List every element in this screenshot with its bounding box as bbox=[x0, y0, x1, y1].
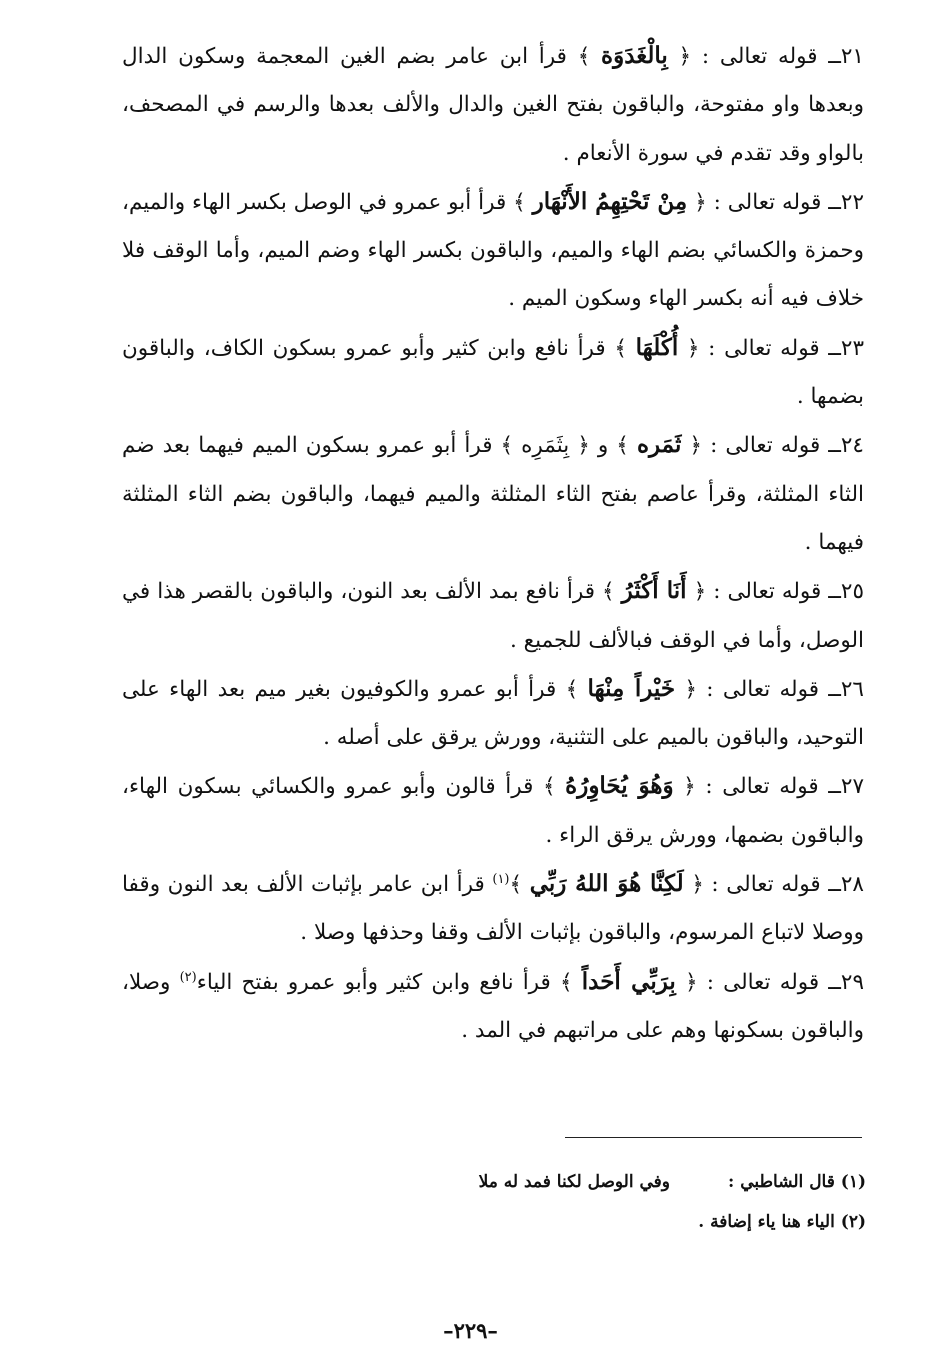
entry-text: قرأ ابن عامر بإثبات الألف بعد النون وقفا ووصلا لاتباع المرسوم، والباقون بإثبات الألف وقفا وحذفها وصلا . bbox=[122, 872, 864, 946]
entry-number: ٢٩ bbox=[840, 969, 865, 995]
entry-28 bbox=[122, 860, 864, 958]
ornate-bracket-close-icon: ﴾ bbox=[559, 969, 582, 995]
footnote-reference[interactable]: (٢) bbox=[179, 969, 197, 985]
ornate-bracket-open-icon: ﴿ bbox=[687, 189, 707, 215]
entry-text: قرأ أبو عمرو والكوفيون بغير ميم بعد الهاء على التوحيد، والباقون بالميم على التثنية، وورش يرقق على أصله . bbox=[122, 676, 864, 751]
entry-number: ٢٦ bbox=[840, 676, 864, 702]
entry-number: ٢٤ bbox=[840, 433, 864, 459]
quran-word: ثَمَره bbox=[636, 431, 682, 459]
ornate-bracket-close-icon: ﴾ bbox=[509, 872, 530, 898]
ornate-bracket-close-icon: ﴾ bbox=[602, 579, 622, 605]
entry-text: قرأ نافع بمد الألف بعد النون، والباقون بالقصر هذا في الوصل، وأما في الوقف فبالألف للجميع . bbox=[122, 579, 864, 653]
entry-22 bbox=[122, 178, 864, 324]
page-number: –٢٢٩– bbox=[443, 1318, 498, 1343]
entry-27 bbox=[122, 762, 864, 860]
footnote-reference[interactable]: (١) bbox=[492, 871, 510, 887]
ornate-bracket-close-icon: ﴾ bbox=[513, 189, 533, 215]
quran-word: وَهُوَ يُحَاوِرُهُ bbox=[565, 772, 674, 800]
quran-word: لَكِنَّا هُوَ اللهُ رَبِّي bbox=[529, 870, 684, 898]
entry-number: ٢٨ bbox=[840, 872, 864, 898]
entry-text: قرأ قالون وأبو عمرو والكسائي بسكون الهاء، والباقون بضمها، وورش يرقق الراء . bbox=[122, 774, 864, 848]
ornate-bracket-close-icon: ﴾ bbox=[542, 774, 566, 800]
ornate-bracket-close-icon: ﴾ bbox=[577, 44, 602, 69]
quran-word: بِالْغَدَوَة bbox=[601, 42, 668, 69]
entry-21 bbox=[122, 32, 864, 178]
footnote-label: (٢) الياء هنا ياء إضافة . bbox=[698, 1212, 866, 1232]
footnotes bbox=[400, 1162, 866, 1242]
entry-intro: ــ قوله تعالى : bbox=[703, 872, 841, 898]
footnote-label: (١) قال الشاطبي : bbox=[728, 1172, 866, 1192]
entry-intro: ــ قوله تعالى : bbox=[699, 335, 841, 361]
ornate-bracket-open-icon: ﴿ bbox=[675, 969, 698, 995]
main-text bbox=[122, 32, 864, 1055]
entry-text-continued: وصلا، والباقون بسكونها وهم على مراتبهم في المد . bbox=[122, 969, 864, 1043]
footnote-divider bbox=[565, 1137, 862, 1138]
ornate-bracket-open-icon: ﴿ bbox=[667, 44, 692, 69]
entry-number: ٢٣ bbox=[840, 335, 864, 361]
entry-intro: ــ قوله تعالى : bbox=[695, 774, 841, 800]
ornate-bracket-open-icon: ﴿ bbox=[686, 579, 707, 605]
entry-26 bbox=[122, 665, 864, 763]
entry-intro: ــ قوله تعالى : bbox=[706, 189, 841, 215]
entry-text: قرأ أبو عمرو في الوصل بكسر الهاء والميم، وحمزة والكسائي بضم الهاء والميم، والباقون بكسر الهاء وضم الميم، وأما الوقف فلا خلاف فيه أنه بكسر الهاء وسكون الميم . bbox=[122, 189, 864, 312]
quran-word: مِنْ تَحْتِهِمُ الأَنْهَار bbox=[532, 187, 688, 215]
quran-word: أُكْلَهَا bbox=[635, 333, 679, 361]
quran-word: بِرَبِّي أَحَداً bbox=[581, 967, 676, 995]
entry-number: ٢٧ bbox=[840, 774, 864, 800]
entry-number: ٢٢ bbox=[840, 189, 865, 215]
ornate-bracket-close-icon: ﴾ bbox=[614, 335, 636, 361]
ornate-bracket-open-icon: ﴿ bbox=[673, 774, 696, 800]
footnote-2 bbox=[400, 1202, 866, 1242]
ornate-bracket-open-icon: ﴿ bbox=[678, 335, 700, 361]
entry-intro: ــ قوله تعالى : bbox=[691, 44, 841, 69]
ornate-bracket-open-icon: ﴿ bbox=[683, 872, 704, 898]
quran-word: خَيْراً مِنْهَا bbox=[587, 674, 676, 702]
entry-25 bbox=[122, 567, 864, 665]
entry-number: ٢١ bbox=[840, 44, 864, 69]
entry-29 bbox=[122, 958, 864, 1056]
entry-intro: ــ قوله تعالى : bbox=[702, 433, 841, 459]
entry-text: قرأ نافع وابن كثير وأبو عمرو بفتح الياء bbox=[196, 969, 560, 995]
ornate-bracket-close-icon: ﴾ bbox=[616, 433, 637, 459]
entry-text: قرأ ابن عامر بضم الغين المعجمة وسكون الدال وبعدها واو مفتوحة، والباقون بفتح الغين والدال والألف بعدها والرسم في المصحف، بالواو وقد تقدم في سورة الأنعام . bbox=[122, 44, 864, 166]
quran-word: أَنَا أَكْثَرُ bbox=[621, 577, 687, 605]
ornate-bracket-close-icon: ﴾ bbox=[565, 676, 588, 702]
entry-text: و ﴿ بِثَمَرِه ﴾ قرأ أبو عمرو بسكون الميم فيهما بعد ضم الثاء المثلثة، وقرأ عاصم بفتح الثاء المثلثة والميم فيهما، والباقون بضم الثاء المثلثة فيهما . bbox=[122, 433, 864, 555]
footnote-1 bbox=[400, 1162, 866, 1202]
entry-23 bbox=[122, 324, 864, 422]
entry-text: قرأ نافع وابن كثير وأبو عمرو بسكون الكاف، والباقون بضمها . bbox=[122, 335, 864, 410]
ornate-bracket-open-icon: ﴿ bbox=[675, 676, 697, 702]
entry-number: ٢٥ bbox=[840, 579, 864, 605]
entry-24 bbox=[122, 421, 864, 567]
entry-intro: ــ قوله تعالى : bbox=[706, 579, 841, 605]
entry-intro: ــ قوله تعالى : bbox=[696, 676, 841, 702]
footnote-verse: وفي الوصل لكنا فمد له ملا bbox=[478, 1172, 670, 1192]
entry-intro: ــ قوله تعالى : bbox=[697, 969, 841, 995]
ornate-bracket-open-icon: ﴿ bbox=[681, 433, 703, 459]
